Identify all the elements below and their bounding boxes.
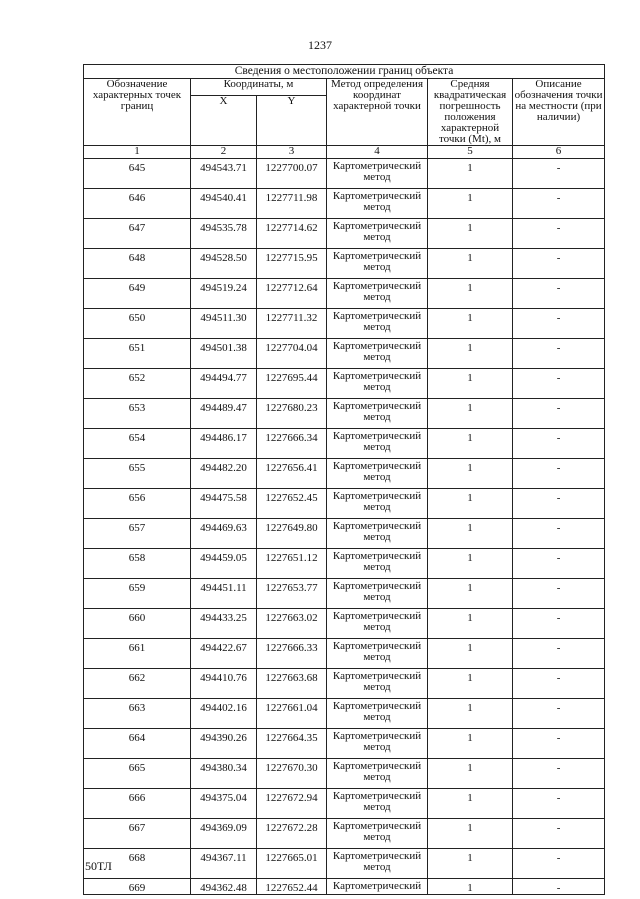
x-coordinate-cell: 494535.78 [191, 219, 257, 249]
method-cell: Картометрический метод [327, 549, 428, 579]
y-coordinate-cell: 1227652.44 [257, 879, 327, 895]
error-cell: 1 [428, 879, 513, 895]
description-cell: - [513, 159, 605, 189]
method-cell: Картометрический [327, 879, 428, 895]
error-cell: 1 [428, 279, 513, 309]
point-cell: 651 [84, 339, 191, 369]
error-cell: 1 [428, 459, 513, 489]
x-coordinate-cell: 494494.77 [191, 369, 257, 399]
column-number: 4 [327, 146, 428, 159]
x-coordinate-cell: 494511.30 [191, 309, 257, 339]
error-cell: 1 [428, 159, 513, 189]
y-coordinate-cell: 1227680.23 [257, 399, 327, 429]
table-row [84, 219, 605, 249]
error-cell: 1 [428, 609, 513, 639]
point-cell: 660 [84, 609, 191, 639]
error-cell: 1 [428, 789, 513, 819]
point-cell: 669 [84, 879, 191, 895]
table-row [84, 789, 605, 819]
column-number: 1 [84, 146, 191, 159]
point-cell: 648 [84, 249, 191, 279]
point-cell: 665 [84, 759, 191, 789]
method-cell: Картометрический метод [327, 429, 428, 459]
y-coordinate-cell: 1227663.68 [257, 669, 327, 699]
method-cell: Картометрический метод [327, 639, 428, 669]
column-number: 5 [428, 146, 513, 159]
method-cell: Картометрический метод [327, 309, 428, 339]
point-cell: 650 [84, 309, 191, 339]
point-cell: 646 [84, 189, 191, 219]
method-cell: Картометрический метод [327, 699, 428, 729]
error-cell: 1 [428, 339, 513, 369]
table-body [84, 159, 605, 895]
y-coordinate-cell: 1227672.94 [257, 789, 327, 819]
table-row [84, 309, 605, 339]
boundary-coordinates-table [83, 64, 605, 895]
point-cell: 649 [84, 279, 191, 309]
boundary-table-container [83, 64, 604, 895]
x-coordinate-cell: 494433.25 [191, 609, 257, 639]
header-x: X [191, 95, 257, 145]
error-cell: 1 [428, 819, 513, 849]
y-coordinate-cell: 1227711.98 [257, 189, 327, 219]
y-coordinate-cell: 1227704.04 [257, 339, 327, 369]
x-coordinate-cell: 494501.38 [191, 339, 257, 369]
error-cell: 1 [428, 369, 513, 399]
y-coordinate-cell: 1227649.80 [257, 519, 327, 549]
x-coordinate-cell: 494543.71 [191, 159, 257, 189]
point-cell: 656 [84, 489, 191, 519]
table-row [84, 879, 605, 895]
y-coordinate-cell: 1227700.07 [257, 159, 327, 189]
column-number: 3 [257, 146, 327, 159]
error-cell: 1 [428, 219, 513, 249]
page-number: 1237 [308, 38, 332, 52]
table-row [84, 369, 605, 399]
y-coordinate-cell: 1227656.41 [257, 459, 327, 489]
error-cell: 1 [428, 249, 513, 279]
method-cell: Картометрический метод [327, 219, 428, 249]
description-cell: - [513, 609, 605, 639]
x-coordinate-cell: 494540.41 [191, 189, 257, 219]
description-cell: - [513, 579, 605, 609]
description-cell: - [513, 339, 605, 369]
description-cell: - [513, 189, 605, 219]
point-cell: 659 [84, 579, 191, 609]
point-cell: 661 [84, 639, 191, 669]
x-coordinate-cell: 494519.24 [191, 279, 257, 309]
table-row [84, 519, 605, 549]
description-cell: - [513, 309, 605, 339]
x-coordinate-cell: 494402.16 [191, 699, 257, 729]
error-cell: 1 [428, 189, 513, 219]
y-coordinate-cell: 1227666.34 [257, 429, 327, 459]
x-coordinate-cell: 494528.50 [191, 249, 257, 279]
x-coordinate-cell: 494380.34 [191, 759, 257, 789]
point-cell: 662 [84, 669, 191, 699]
column-number: 2 [191, 146, 257, 159]
method-cell: Картометрический метод [327, 579, 428, 609]
header-method: Метод определения координат характерной точки [327, 79, 428, 146]
description-cell: - [513, 219, 605, 249]
table-row [84, 459, 605, 489]
method-cell: Картометрический метод [327, 789, 428, 819]
table-row [84, 489, 605, 519]
method-cell: Картометрический метод [327, 189, 428, 219]
x-coordinate-cell: 494375.04 [191, 789, 257, 819]
error-cell: 1 [428, 399, 513, 429]
description-cell: - [513, 369, 605, 399]
x-coordinate-cell: 494410.76 [191, 669, 257, 699]
point-cell: 663 [84, 699, 191, 729]
y-coordinate-cell: 1227715.95 [257, 249, 327, 279]
x-coordinate-cell: 494390.26 [191, 729, 257, 759]
table-row [84, 819, 605, 849]
table-row [84, 279, 605, 309]
error-cell: 1 [428, 669, 513, 699]
description-cell: - [513, 249, 605, 279]
table-row [84, 159, 605, 189]
table-row [84, 429, 605, 459]
point-cell: 668 [84, 849, 191, 879]
x-coordinate-cell: 494451.11 [191, 579, 257, 609]
y-coordinate-cell: 1227665.01 [257, 849, 327, 879]
table-row [84, 189, 605, 219]
description-cell: - [513, 849, 605, 879]
column-number-row [84, 146, 605, 159]
table-row [84, 339, 605, 369]
y-coordinate-cell: 1227695.44 [257, 369, 327, 399]
header-y: Y [257, 95, 327, 145]
description-cell: - [513, 789, 605, 819]
method-cell: Картометрический метод [327, 519, 428, 549]
point-cell: 666 [84, 789, 191, 819]
error-cell: 1 [428, 759, 513, 789]
table-row [84, 729, 605, 759]
description-cell: - [513, 489, 605, 519]
method-cell: Картометрический метод [327, 849, 428, 879]
description-cell: - [513, 399, 605, 429]
error-cell: 1 [428, 699, 513, 729]
method-cell: Картометрический метод [327, 819, 428, 849]
footer-code: 50ТЛ [85, 859, 112, 873]
point-cell: 647 [84, 219, 191, 249]
error-cell: 1 [428, 429, 513, 459]
y-coordinate-cell: 1227672.28 [257, 819, 327, 849]
x-coordinate-cell: 494459.05 [191, 549, 257, 579]
method-cell: Картометрический метод [327, 159, 428, 189]
header-coordinates: Координаты, м [191, 79, 327, 96]
y-coordinate-cell: 1227714.62 [257, 219, 327, 249]
point-cell: 652 [84, 369, 191, 399]
y-coordinate-cell: 1227711.32 [257, 309, 327, 339]
error-cell: 1 [428, 579, 513, 609]
description-cell: - [513, 639, 605, 669]
description-cell: - [513, 729, 605, 759]
y-coordinate-cell: 1227664.35 [257, 729, 327, 759]
y-coordinate-cell: 1227651.12 [257, 549, 327, 579]
x-coordinate-cell: 494367.11 [191, 849, 257, 879]
error-cell: 1 [428, 849, 513, 879]
description-cell: - [513, 699, 605, 729]
y-coordinate-cell: 1227663.02 [257, 609, 327, 639]
y-coordinate-cell: 1227670.30 [257, 759, 327, 789]
point-cell: 654 [84, 429, 191, 459]
error-cell: 1 [428, 519, 513, 549]
x-coordinate-cell: 494469.63 [191, 519, 257, 549]
method-cell: Картометрический метод [327, 729, 428, 759]
table-row [84, 399, 605, 429]
table-row [84, 549, 605, 579]
description-cell: - [513, 759, 605, 789]
description-cell: - [513, 429, 605, 459]
y-coordinate-cell: 1227661.04 [257, 699, 327, 729]
error-cell: 1 [428, 729, 513, 759]
method-cell: Картометрический метод [327, 399, 428, 429]
method-cell: Картометрический метод [327, 759, 428, 789]
method-cell: Картометрический метод [327, 669, 428, 699]
point-cell: 657 [84, 519, 191, 549]
method-cell: Картометрический метод [327, 489, 428, 519]
error-cell: 1 [428, 309, 513, 339]
y-coordinate-cell: 1227653.77 [257, 579, 327, 609]
point-cell: 655 [84, 459, 191, 489]
table-row [84, 669, 605, 699]
x-coordinate-cell: 494489.47 [191, 399, 257, 429]
table-caption: Сведения о местоположении границ объекта [84, 65, 605, 79]
table-row [84, 699, 605, 729]
y-coordinate-cell: 1227652.45 [257, 489, 327, 519]
error-cell: 1 [428, 549, 513, 579]
x-coordinate-cell: 494486.17 [191, 429, 257, 459]
table-row [84, 249, 605, 279]
method-cell: Картометрический метод [327, 459, 428, 489]
x-coordinate-cell: 494362.48 [191, 879, 257, 895]
y-coordinate-cell: 1227666.33 [257, 639, 327, 669]
method-cell: Картометрический метод [327, 249, 428, 279]
description-cell: - [513, 549, 605, 579]
description-cell: - [513, 279, 605, 309]
x-coordinate-cell: 494482.20 [191, 459, 257, 489]
header-point: Обозначение характерных точек границ [84, 79, 191, 146]
header-error: Средняя квадратическая погрешность положения характерной точки (Mt), м [428, 79, 513, 146]
method-cell: Картометрический метод [327, 369, 428, 399]
header-description: Описание обозначения точки на местности (при наличии) [513, 79, 605, 146]
column-number: 6 [513, 146, 605, 159]
description-cell: - [513, 519, 605, 549]
method-cell: Картометрический метод [327, 279, 428, 309]
description-cell: - [513, 879, 605, 895]
table-row [84, 759, 605, 789]
method-cell: Картометрический метод [327, 609, 428, 639]
table-row [84, 639, 605, 669]
point-cell: 645 [84, 159, 191, 189]
error-cell: 1 [428, 489, 513, 519]
point-cell: 664 [84, 729, 191, 759]
table-row [84, 579, 605, 609]
point-cell: 653 [84, 399, 191, 429]
table-row [84, 849, 605, 879]
point-cell: 658 [84, 549, 191, 579]
description-cell: - [513, 819, 605, 849]
description-cell: - [513, 459, 605, 489]
y-coordinate-cell: 1227712.64 [257, 279, 327, 309]
description-cell: - [513, 669, 605, 699]
error-cell: 1 [428, 639, 513, 669]
x-coordinate-cell: 494475.58 [191, 489, 257, 519]
x-coordinate-cell: 494422.67 [191, 639, 257, 669]
point-cell: 667 [84, 819, 191, 849]
method-cell: Картометрический метод [327, 339, 428, 369]
table-row [84, 609, 605, 639]
x-coordinate-cell: 494369.09 [191, 819, 257, 849]
